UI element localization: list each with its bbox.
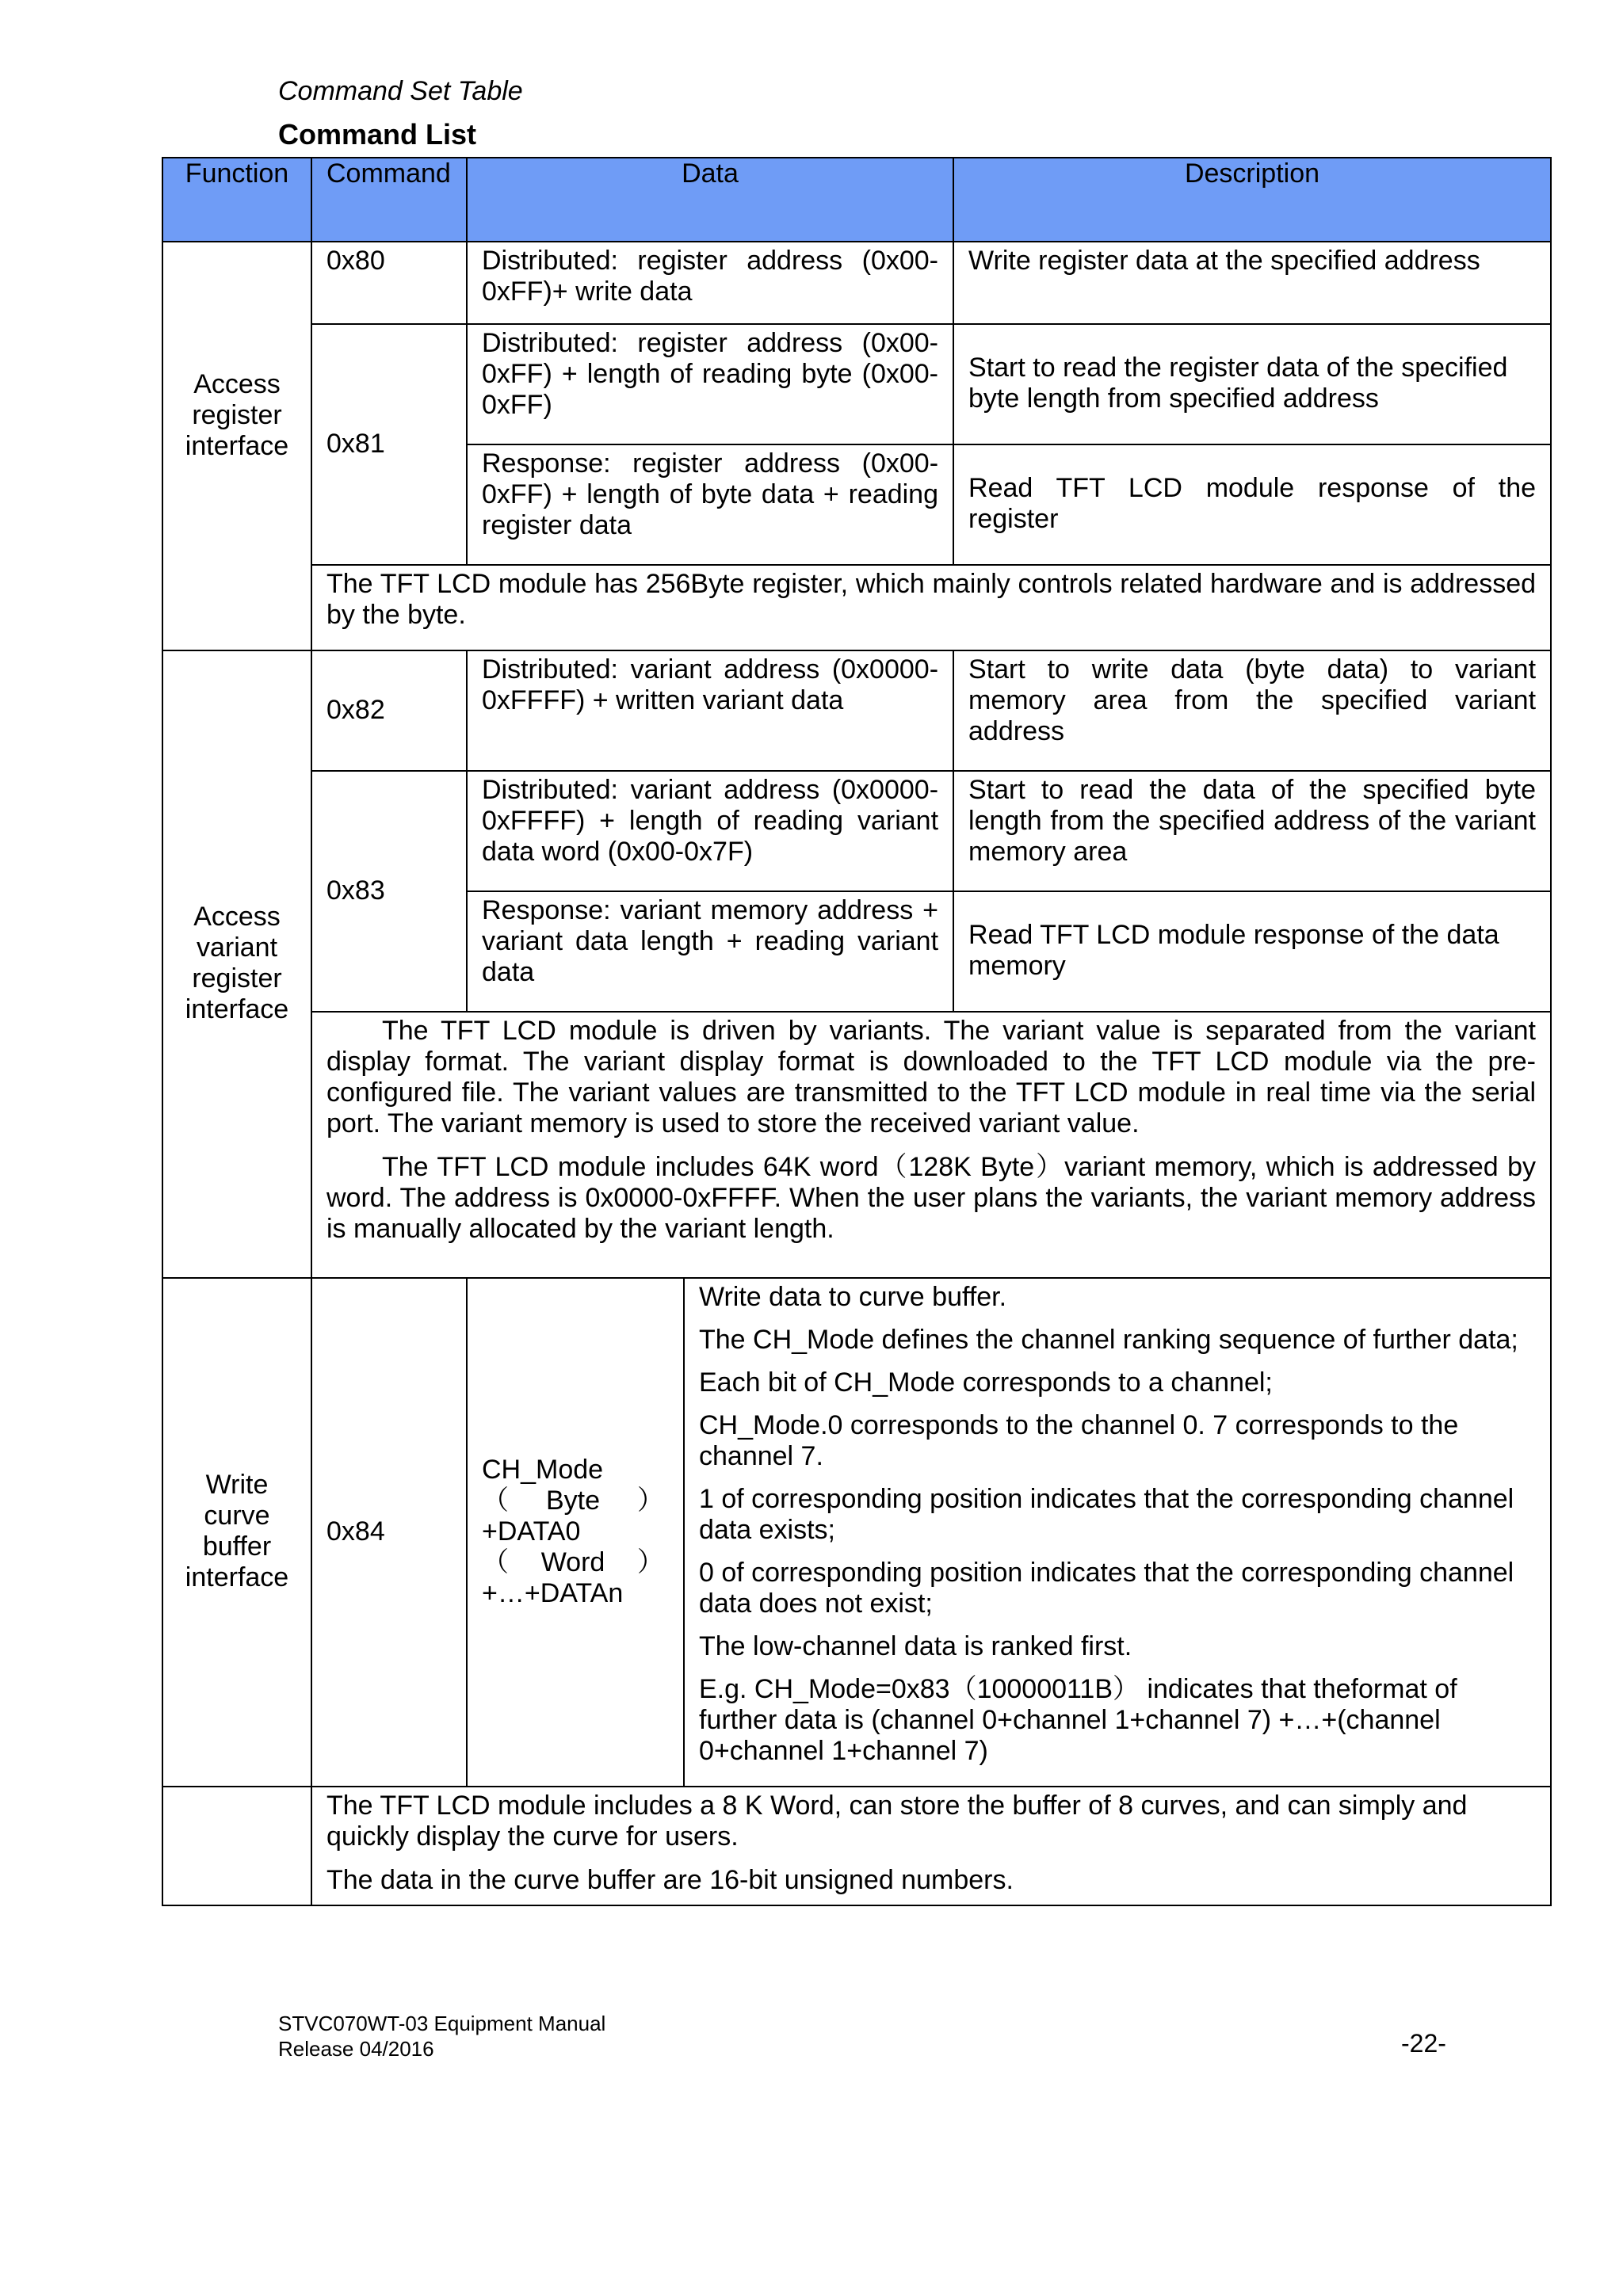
command-0x83: 0x83	[311, 771, 467, 1012]
command-list-title: Command List	[278, 118, 477, 151]
command-0x84: 0x84	[311, 1278, 467, 1787]
desc-0x84-item: Each bit of CH_Mode corresponds to a channel;	[699, 1367, 1273, 1398]
command-0x81: 0x81	[311, 324, 467, 565]
data-0x84	[467, 1278, 684, 1787]
table-row	[162, 565, 1551, 650]
desc-0x84-item: CH_Mode.0 corresponds to the channel 0. 7 corresponds to the channel 7.	[699, 1410, 1459, 1471]
data-0x84-byte: Byte	[545, 1485, 601, 1516]
function-write-curve: Write curve buffer interface	[162, 1278, 311, 1787]
paren-close: ）	[636, 1485, 664, 1516]
desc-0x84-item: E.g. CH_Mode=0x83（10000011B） indicates that theformat of further data is (channel 0+channel 1+channel 7) +…+(channel 0+channel 1+channel 7)	[699, 1674, 1457, 1766]
data-0x84-line-5: +…+DATAn	[482, 1577, 624, 1608]
data-0x83-response: Response: variant memory address + variant data length + reading variant data	[467, 891, 953, 1012]
data-0x84-word: Word	[540, 1547, 605, 1577]
command-table	[162, 157, 1552, 1906]
header-function: Function	[162, 158, 311, 242]
data-0x83-request: Distributed: variant address (0x0000-0xFFFF) + length of reading variant data word (0x00-0x7F)	[467, 771, 953, 891]
desc-0x84-item: The CH_Mode defines the channel ranking sequence of further data;	[699, 1325, 1518, 1355]
paren-open: （	[482, 1485, 509, 1516]
table-row	[162, 771, 1551, 891]
data-0x84-line-3: +DATA0	[482, 1516, 581, 1547]
paren-open: （	[482, 1547, 509, 1577]
table-row	[162, 1012, 1551, 1278]
desc-0x84	[684, 1278, 1551, 1787]
header-command: Command	[311, 158, 467, 242]
header-description: Description	[953, 158, 1551, 242]
empty-function-cell	[162, 1787, 311, 1905]
data-0x84-line-1: CH_Mode	[482, 1454, 604, 1485]
curve-note-paragraph-1: The TFT LCD module includes a 8 K Word, can store the buffer of 8 curves, and can simply and quickly display the curve for users.	[327, 1791, 1468, 1852]
desc-0x82: Start to write data (byte data) to variant memory area from the specified variant address	[953, 650, 1551, 771]
table-caption: Command Set Table	[278, 76, 523, 106]
page-number: -22-	[1401, 2029, 1446, 2058]
table-row	[162, 1787, 1551, 1905]
data-0x84-line-4	[482, 1547, 664, 1578]
curve-note	[311, 1787, 1551, 1905]
desc-0x84-item: Write data to curve buffer.	[699, 1282, 1007, 1312]
header-row	[162, 158, 1551, 242]
table-row	[162, 650, 1551, 771]
curve-note-paragraph-2: The data in the curve buffer are 16-bit unsigned numbers.	[327, 1865, 1014, 1895]
desc-0x81-request: Start to read the register data of the specified byte length from specified address	[953, 324, 1551, 444]
data-0x81-request: Distributed: register address (0x00-0xFF) + length of reading byte (0x00-0xFF)	[467, 324, 953, 444]
table-row	[162, 1278, 1551, 1787]
header-data: Data	[467, 158, 953, 242]
footer-info	[278, 2011, 605, 2061]
paren-close: ）	[637, 1547, 664, 1577]
footer-manual-name: STVC070WT-03 Equipment Manual	[278, 2012, 606, 2035]
data-0x81-response: Response: register address (0x00-0xFF) + length of byte data + reading register data	[467, 444, 953, 565]
variant-note-paragraph-1: The TFT LCD module is driven by variants. The variant value is separated from the variant display format. The variant display format is downloaded to the TFT LCD module via the pre-configured file. The variant values are transmitted to the TFT LCD module in real time via the serial port. The variant memory is used to store the received variant value.	[327, 1016, 1537, 1138]
desc-0x80: Write register data at the specified address	[953, 242, 1551, 324]
register-note: The TFT LCD module has 256Byte register, which mainly controls related hardware and is addressed by the byte.	[311, 565, 1551, 650]
desc-0x83-response: Read TFT LCD module response of the data memory	[953, 891, 1551, 1012]
desc-0x81-response: Read TFT LCD module response of the register	[953, 444, 1551, 565]
command-0x80: 0x80	[311, 242, 467, 324]
table-row	[162, 324, 1551, 444]
data-0x84-line-2	[482, 1486, 664, 1516]
footer-release: Release 04/2016	[278, 2037, 434, 2061]
data-0x82: Distributed: variant address (0x0000-0xFFFF) + written variant data	[467, 650, 953, 771]
desc-0x84-item: 0 of corresponding position indicates that the corresponding channel data does not exist;	[699, 1558, 1514, 1619]
command-0x82: 0x82	[311, 650, 467, 771]
data-0x80: Distributed: register address (0x00-0xFF)+ write data	[467, 242, 953, 324]
variant-note-paragraph-2: The TFT LCD module includes 64K word（128K Byte）variant memory, which is addressed by word. The address is 0x0000-0xFFFF. When the user plans the variants, the variant memory address is manually allocated by the variant length.	[327, 1152, 1537, 1244]
desc-0x83-request: Start to read the data of the specified byte length from the specified address of the variant memory area	[953, 771, 1551, 891]
desc-0x84-item: The low-channel data is ranked first.	[699, 1631, 1132, 1661]
variant-note	[311, 1012, 1551, 1278]
function-access-register: Access register interface	[162, 242, 311, 650]
desc-0x84-item: 1 of corresponding position indicates that the corresponding channel data exists;	[699, 1484, 1514, 1545]
function-access-variant: Access variant register interface	[162, 650, 311, 1278]
table-row	[162, 242, 1551, 324]
